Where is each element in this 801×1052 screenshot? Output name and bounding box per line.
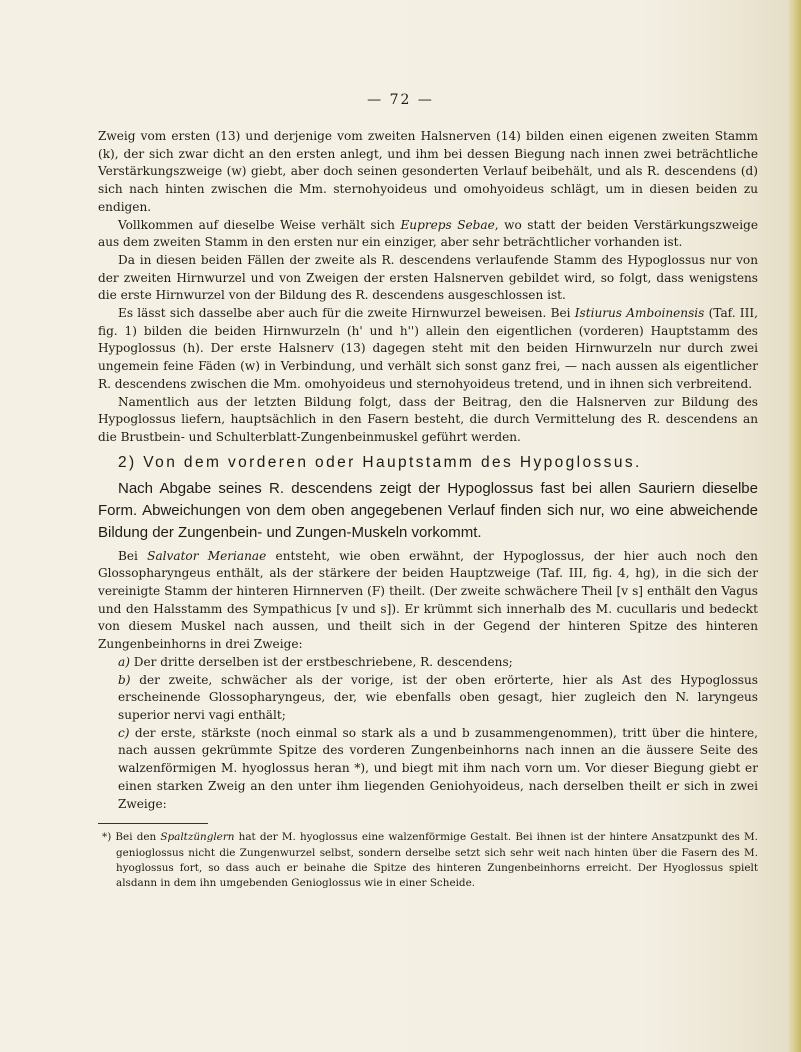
paragraph-salvator	[98, 548, 758, 654]
species-eupreps: Eupreps Sebae	[400, 217, 495, 232]
page-content	[98, 128, 758, 892]
paragraph-4-a: Es lässt sich dasselbe aber auch für die zweite Hirnwurzel beweisen. Bei	[118, 306, 571, 321]
footnote-species: Spaltzünglern	[160, 831, 235, 844]
salvator-b: entsteht, wie oben erwähnt, der Hypoglossus, der hier auch noch den Glossopharyngeus enthält, als der stärkere der beiden Hauptzweige (Taf. III, fig. 4, hg), in die sich der vereinigte Stamm der hinteren Hirnnerven (F) theilt. (Der zweite schwächere Theil [v s] enthält den Vagus und den Halsstamm des Sympathicus [v und s]). Er krümmt sich innerhalb des M. cucullaris und bedeckt von diesem Muskel nach aussen, und theilt sich in der Gegend der hinteren Spitze des hinteren Zungenbeinhorns in drei Zweige:	[98, 548, 758, 652]
footnote-mark: *)	[102, 831, 112, 844]
branch-b	[98, 672, 758, 725]
page-edge	[787, 0, 801, 1052]
paragraph-1: Zweig vom ersten (13) und derjenige vom zweiten Halsnerven (14) bilden einen eigenen zweiten Stamm (k), der sich zwar dicht an den ersten anlegt, und ihm bei dessen Biegung nach innen zwei beträchtliche Verstärkungszweige (w) giebt, aber doch seinen gesonderten Verlauf beibehält, und als R. descendens (d) sich nach hinten zwischen die Mm. sternohyoideus und omohyoideus schlägt, um in diesen beiden zu endigen.	[98, 129, 758, 214]
footnote	[98, 830, 758, 892]
branch-a-text: Der dritte derselben ist der erstbeschriebene, R. descendens;	[133, 654, 513, 669]
paragraph-4-b: (Taf. III, fig. 1) bilden die beiden Hirnwurzeln (h' und h'') allein den eigentlichen (vorderen) Hauptstamm des Hypoglossus (h). Der erste Halsnerv (13) dagegen steht mit den beiden Hirnwurzeln nur durch zwei ungemein feine Fäden (w) in Verbindung, und verhält sich sonst ganz frei, — nach aussen als eigentlicher R. descendens zwischen die Mm. omohyoideus und sternohyoideus tretend, und in ihnen sich verbreitend.	[98, 306, 758, 391]
paragraph-5: Namentlich aus der letzten Bildung folgt, dass der Beitrag, den die Halsnerven zur Bildung des Hypoglossus liefern, hauptsächlich in den Fasern besteht, die durch Vermittelung des R. descendens an die Brustbein- und Schulterblatt-Zungenbeinmuskel geführt werden.	[98, 394, 758, 444]
paragraph-2	[98, 217, 758, 252]
salvator-a: Bei	[118, 548, 138, 563]
species-istiurus: Istiurus Amboinensis	[574, 306, 705, 321]
paragraph-3: Da in diesen beiden Fällen der zweite als R. descendens verlaufende Stamm des Hypoglossus nur von der zweiten Hirnwurzel und von Zweigen der ersten Halsnerven gebildet wird, so folgt, dass wenigstens die erste Hirnwurzel von der Bildung des R. descendens ausgeschlossen ist.	[98, 252, 758, 303]
branch-c	[98, 725, 758, 814]
branch-a-label: a)	[118, 654, 130, 669]
branch-b-text: der zweite, schwächer als der vorige, ist der oben erörterte, hier als Ast des Hypoglossus erscheinende Glossopharyngeus, der, wie ebenfalls oben gesagt, hier zugleich den N. laryngeus superior nervi vagi enthält;	[118, 672, 758, 722]
branch-c-text: der erste, stärkste (noch einmal so stark als a und b zusammengenommen), tritt über die hintere, nach aussen gekrümmte Spitze des vorderen Zungenbeinhorns nach innen an die äussere Seite des walzenförmigen M. hyoglossus heran *), und biegt mit ihm nach vorn um. Vor dieser Biegung giebt er einen starken Zweig an den unter ihm liegenden Geniohyoideus, nach derselben theilt er sich in zwei Zweige:	[118, 725, 758, 811]
branch-a	[98, 654, 758, 672]
footnote-b: hat der M. hyoglossus eine walzenförmige Gestalt. Bei ihnen ist der hintere Ansatzpunkt des M. genioglossus nicht die Zungenwurzel selbst, sondern derselbe setzt sich sehr weit nach hinten über die Fasern des M. hyoglossus fort, so dass auch er beinahe die Spitze des hinteren Zungenbeinhorns erreicht. Der Hyoglossus spielt alsdann in dem ihn umgebenden Genioglossus wie in einer Scheide.	[116, 831, 758, 890]
branch-b-label: b)	[118, 672, 131, 687]
footnote-rule	[98, 823, 208, 824]
section-lead: Nach Abgabe seines R. descendens zeigt der Hypoglossus fast bei allen Sauriern dieselbe Form. Abweichungen von dem oben angegebenen Verlauf finden sich nur, wo eine abweichende Bildung der Zungenbein- und Zungen-Muskeln vorkommt.	[98, 479, 758, 541]
paragraph-4	[98, 305, 758, 394]
paragraph-2-a: Vollkommen auf dieselbe Weise verhält sich	[118, 217, 395, 232]
species-salvator: Salvator Merianae	[147, 548, 267, 563]
page-number: — 72 —	[367, 92, 434, 108]
section-heading: 2) Von dem vorderen oder Hauptstamm des Hypoglossus.	[118, 453, 642, 471]
branch-c-label: c)	[118, 725, 130, 740]
footnote-a: Bei den	[115, 831, 157, 844]
paragraph-2-b: , wo statt der beiden Verstärkungszweige aus dem zweiten Stamm in den ersten nur ein einziger, aber sehr beträchtlicher vorhanden ist.	[98, 217, 758, 250]
